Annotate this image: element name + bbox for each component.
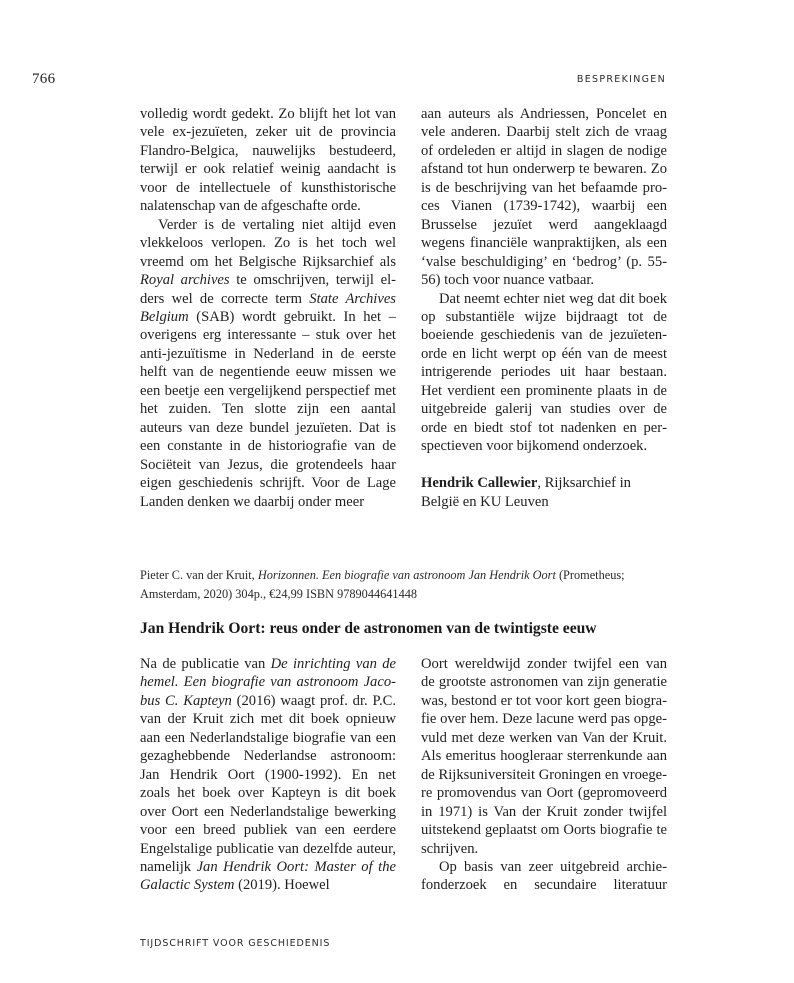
paragraph: volledig wordt gedekt. Zo blijft het lot van vele ex-jezuïeten, zeker uit de provincia Flandro-Belgica, nauwelijks bestudeerd, terwijl er ook relatief weinig aandacht is voor de intellectuele of kunsthistorische nalatenschap van de afgeschafte orde. [140,106,396,215]
text: (2019). Hoewel [234,877,330,894]
running-head: BESPREKINGEN [576,74,666,85]
paragraph: Op basis van zeer uitgebreid archiefonderzoek en secundaire literatuur [421,858,667,894]
text: Na de publicatie van [140,656,271,672]
italic-term: Royal archives [140,272,230,289]
paragraph: aan auteurs als Andriessen, Poncelet en vele anderen. Daarbij stelt zich de vraag of ordeleden er altijd in slagen de nodige afstand tot hun onderwerp te bewaren. Zo is de beschrijving van het befaamde proces Vianen (1739-1742), waarbij een Brusselse jezuïet werd aangeklaagd wegens financiële wanpraktijken, als een ‘valse beschuldiging’ en ‘bedrog’ (p. 55-56) toch voor nuance vatbaar. [421,106,667,289]
text: (2016) waagt prof. dr. P.C. van der Kruit zich met dit boek opnieuw aan een Nederlandstalige biografie van een gezaghebbende Nederlandse astronoom: Jan Hendrik Oort (1900-1992). En net zoals het boek over Kapteyn is dit boek over Oort een Nederlandstalige bewerking voor een breed publiek van een eerdere Engelstalige publicatie van dezelfde auteur, namelijk [140,692,396,875]
italic-title: Jan Hendrik Oort: Master of the Galactic System [140,858,396,894]
book-author: Pieter C. van der Kruit, [140,568,258,582]
text: te omschrijven, terwijl elders wel de correcte term [140,272,396,307]
reviewer-affiliation: , Rijksarchief in België en KU Leuven [421,475,631,510]
italic-term: State Archives Belgium [140,290,396,325]
review1-column-right [421,105,667,511]
book-details: (Prometheus; Amsterdam, 2020) 304p., €24,99 ISBN 9789044641448 [140,568,625,601]
review2-column-left [140,655,396,895]
italic-title: De inrichting van de hemel. Een biografie van astronoom Jacobus C. Kapteyn [140,656,396,709]
paragraph [140,655,396,895]
journal-footer: TIJDSCHRIFT VOOR GESCHIEDENIS [140,938,331,949]
page-number: 766 [32,71,56,87]
reviewer-signature [421,474,667,511]
reviewer-name: Hendrik Callewier [421,475,538,492]
paragraph [140,216,396,511]
paragraph: Oort wereldwijd zonder twijfel een van de grootste astronomen van zijn generatie was, bestond er tot voor kort geen biografie over hem. Deze lacune werd pas opgevuld met deze werken van Van der Kruit. Als emeritus hoogleraar sterrenkunde aan de Rijksuniversiteit Groningen en vroegere promovendus van Oort (gepromoveerd in 1971) is Van der Kruit zonder twijfel uitstekend geplaatst om Oorts biografie te schrijven. [421,656,667,857]
book-title: Horizonnen. Een biografie van astronoom Jan Hendrik Oort [257,568,556,582]
text: Verder is de vertaling niet altijd even vlekkeloos verlopen. Zo is het toch wel vreemd om het Belgische Rijksarchief als [140,216,396,270]
text: (SAB) wordt gebruikt. In het – overigens erg interessante – stuk over het anti-jezuïtisme in Nederland in de eerste helft van de negentiende eeuw missen we een beetje een vergelijkend perspectief met het zuiden. Ten slotte zijn een aantal auteurs van deze bundel jezuïeten. Dat is een constante in de historiografie van de Sociëteit van Jezus, die grotendeels haar eigen geschiedenis schrijft. Voor de Lage Landen denken we daarbij onder meer [140,308,396,510]
review2-column-right [421,655,667,895]
review1-column-left [140,105,396,511]
paragraph: Dat neemt echter niet weg dat dit boek op substantiële wijze bijdraagt tot de boeiende geschiedenis van de jezuïetenorde en licht werpt op één van de meest intrigerende periodes uit haar bestaan. Het verdient een prominente plaats in de uitgebreide galerij van studies over de orde en biedt stof tot nadenken en perspectieven voor bijkomend onderzoek. [421,290,667,455]
bibliographic-entry [140,566,660,603]
review-title: Jan Hendrik Oort: reus onder de astronomen van de twintigste eeuw [140,620,597,637]
